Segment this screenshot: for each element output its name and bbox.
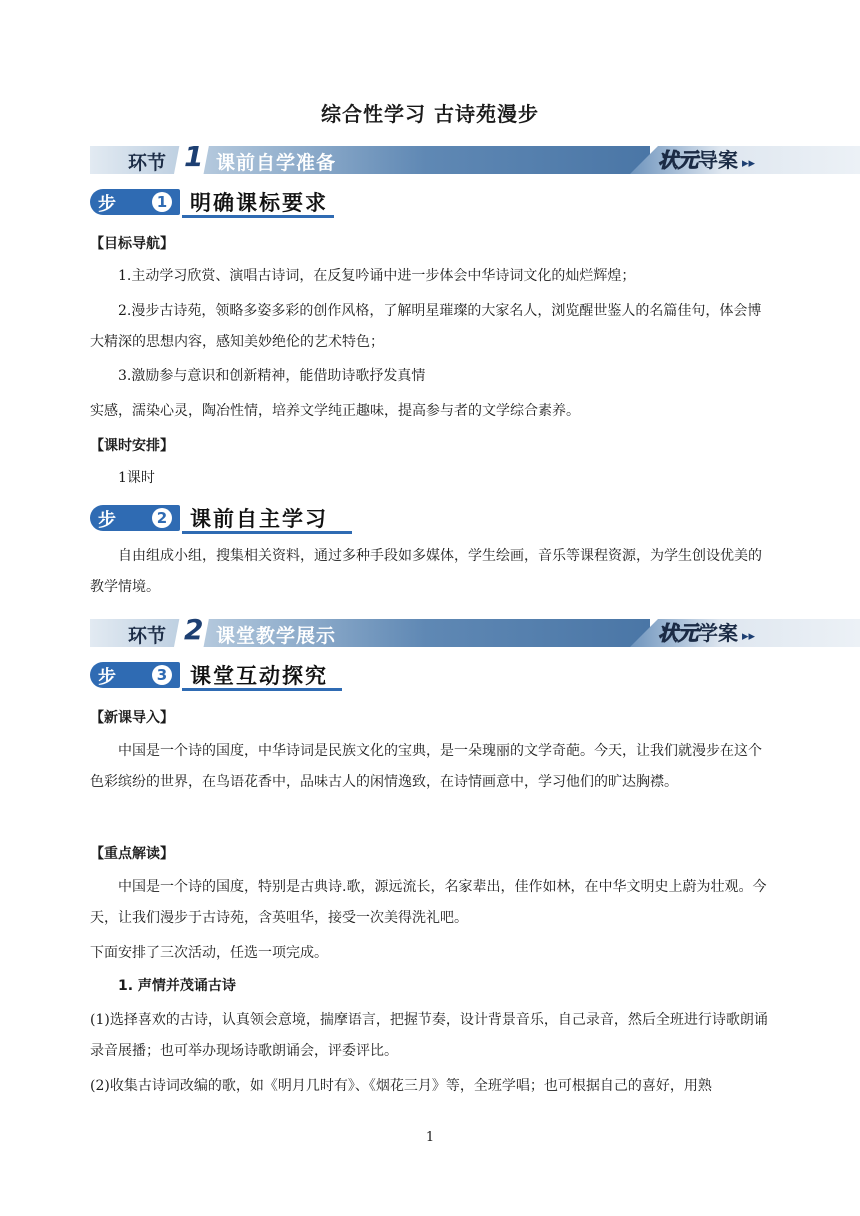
goal-3b: 实感，濡染心灵，陶冶性情，培养文学纯正趣味，提高参与者的文学综合素养。 — [90, 403, 580, 419]
goal-2: 2.漫步古诗苑，领略多姿多彩的创作风格，了解明星璀璨的大家名人，浏览醒世鉴人的名篇佳句，体会博大精深的思想内容，感知美妙绝伦的艺术特色； — [90, 303, 762, 350]
step-underline — [182, 215, 334, 218]
banner-tag — [658, 146, 755, 174]
step-number: 3 — [152, 665, 172, 685]
class-time: 1课时 — [118, 470, 155, 486]
banner-tag-a: 状元 — [658, 148, 698, 172]
banner-number: 2 — [184, 613, 204, 646]
banner-tag-a: 状元 — [658, 621, 698, 645]
key-text: 中国是一个诗的国度，特别是古典诗.歌，源远流长，名家辈出，佳作如林，在中华文明史上蔚为壮观。今天，让我们漫步于古诗苑，含英咀华，接受一次美得洗礼吧。 — [90, 879, 767, 926]
banner-tag — [658, 619, 755, 647]
banner-huanjie: 环节 — [128, 625, 167, 647]
activity-item-1: (1)选择喜欢的古诗，认真领会意境，揣摩语言，把握节奏，设计背景音乐，自己录音，然后全班进行诗歌朗诵录音展播；也可举办现场诗歌朗诵会，评委评比。 — [90, 1012, 768, 1059]
step-underline — [182, 688, 342, 691]
activity-1-title: 1. 声情并茂诵古诗 — [118, 978, 236, 994]
page-number: 1 — [425, 1130, 435, 1145]
self-study-text: 自由组成小组，搜集相关资料，通过多种手段如多媒体，学生绘画，音乐等课程资源，为学生创设优美的教学情境。 — [90, 548, 762, 595]
step-title: 课堂互动探究 — [190, 664, 328, 688]
step-number: 1 — [152, 192, 172, 212]
heading-time: 【课时安排】 — [90, 438, 174, 454]
step-underline — [182, 531, 352, 534]
banner-bar — [90, 619, 650, 647]
step-pill-label: 步骤 — [98, 194, 116, 241]
activity-item-2: (2)收集古诗词改编的歌，如《明月几时有》、《烟花三月》等，全班学唱；也可根据自己的喜好，用熟 — [90, 1078, 712, 1094]
step-title: 课前自主学习 — [190, 507, 328, 531]
heading-goal: 【目标导航】 — [90, 236, 174, 252]
banner-huanjie: 环节 — [128, 152, 167, 174]
arrange-text: 下面安排了三次活动，任选一项完成。 — [90, 945, 328, 961]
banner-tag-b: 导案 — [698, 148, 738, 172]
step-title: 明确课标要求 — [190, 191, 328, 215]
step-number: 2 — [152, 508, 172, 528]
section-banner-2 — [90, 613, 860, 647]
goal-1: 1.主动学习欣赏、演唱古诗词，在反复吟诵中进一步体会中华诗词文化的灿烂辉煌； — [118, 268, 636, 284]
banner-tag-b: 学案 — [698, 621, 738, 645]
heading-intro: 【新课导入】 — [90, 710, 174, 726]
step-pill-label: 步骤 — [98, 667, 116, 714]
double-arrow-icon: ▸▸ — [742, 629, 756, 644]
heading-key: 【重点解读】 — [90, 846, 174, 862]
banner-label: 课堂教学展示 — [216, 625, 337, 647]
intro-text: 中国是一个诗的国度，中华诗词是民族文化的宝典，是一朵瑰丽的文学奇葩。今天，让我们就漫步在这个色彩缤纷的世界，在鸟语花香中，品味古人的闲情逸致，在诗情画意中，学习他们的旷达胸襟。 — [90, 743, 762, 790]
section-banner-1 — [90, 140, 860, 174]
banner-number: 1 — [184, 140, 204, 173]
banner-label: 课前自学准备 — [216, 152, 337, 174]
goal-3a: 3.激励参与意识和创新精神，能借助诗歌抒发真情 — [118, 368, 426, 384]
banner-bar — [90, 146, 650, 174]
double-arrow-icon: ▸▸ — [742, 156, 756, 171]
step-pill-label: 步骤 — [98, 510, 116, 557]
page-title: 综合性学习 古诗苑漫步 — [321, 102, 539, 126]
